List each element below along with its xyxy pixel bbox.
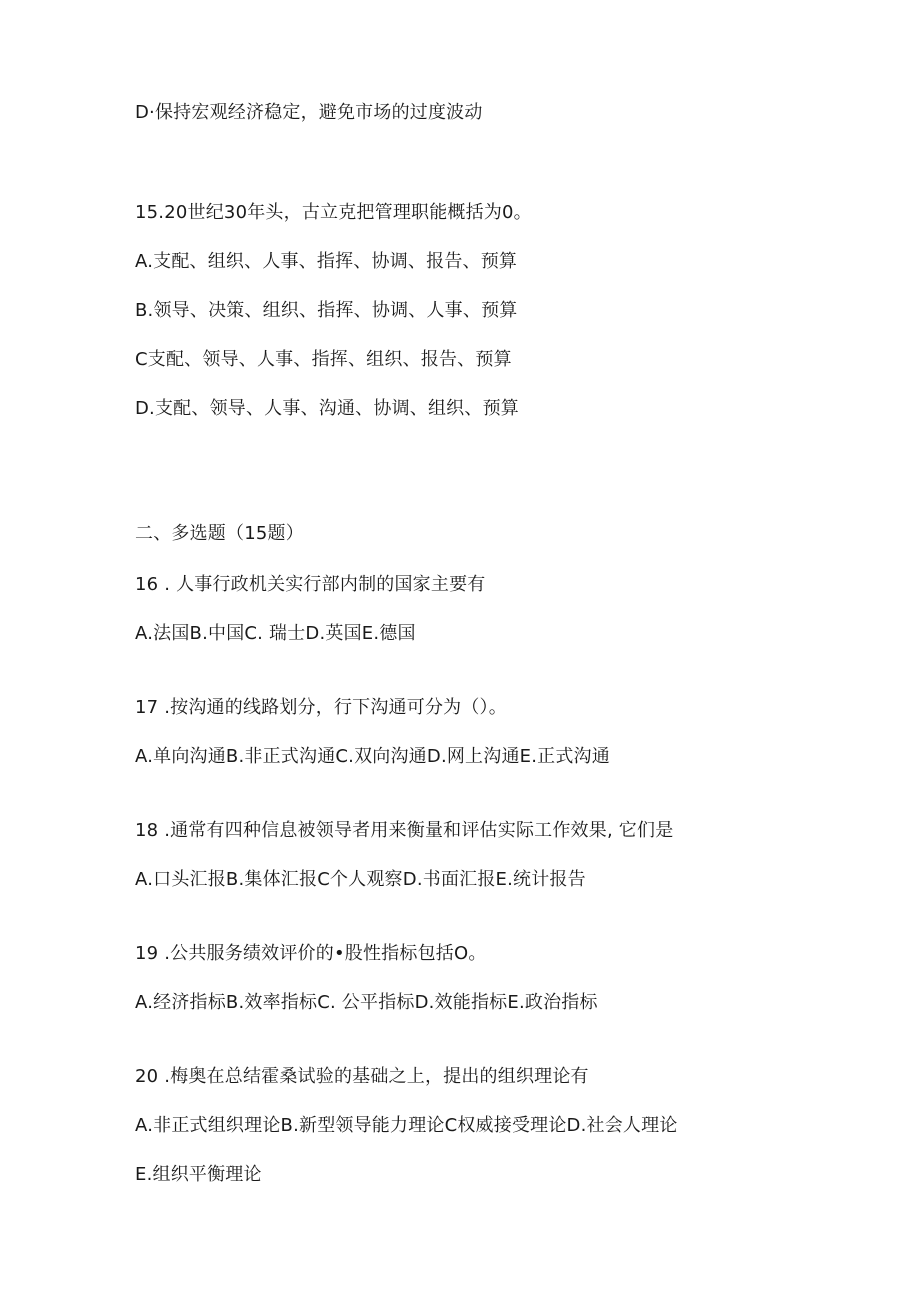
q20-options-line1: A.非正式组织理论B.新型领导能力理论C权威接受理论D.社会人理论 [135,1115,678,1136]
q20-question: 20 .梅奥在总结霍桑试验的基础之上，提出的组织理论有 [135,1066,589,1087]
q18-question: 18 .通常有四种信息被领导者用来衡量和评估实际工作效果, 它们是 [135,820,674,841]
q15-option-c: C支配、领导、人事、指挥、组织、报告、预算 [135,349,512,370]
q16-options: A.法国B.中国C. 瑞士D.英国E.德国 [135,623,416,644]
q15-option-a: A.支配、组织、人事、指挥、协调、报告、预算 [135,251,518,272]
q17-options: A.单向沟通B.非正式沟通C.双向沟通D.网上沟通E.正式沟通 [135,746,610,767]
q19-options: A.经济指标B.效率指标C. 公平指标D.效能指标E.政治指标 [135,992,598,1013]
q14-option-d: D·保持宏观经济稳定，避免市场的过度波动 [135,102,483,123]
q15-question: 15.20世纪30年头，古立克把管理职能概括为0。 [135,202,532,223]
q19-question: 19 .公共服务绩效评价的•股性指标包括O。 [135,943,487,964]
q20-options-line2: E.组织平衡理论 [135,1164,262,1185]
q18-options: A.口头汇报B.集体汇报C个人观察D.书面汇报E.统计报告 [135,869,586,890]
section-heading: 二、多选题（15题） [135,523,304,544]
q16-question: 16 . 人事行政机关实行部内制的国家主要有 [135,574,486,595]
q17-question: 17 .按沟通的线路划分，行下沟通可分为（）。 [135,697,507,718]
q15-option-b: B.领导、决策、组织、指挥、协调、人事、预算 [135,300,518,321]
q15-option-d: D.支配、领导、人事、沟通、协调、组织、预算 [135,398,519,419]
